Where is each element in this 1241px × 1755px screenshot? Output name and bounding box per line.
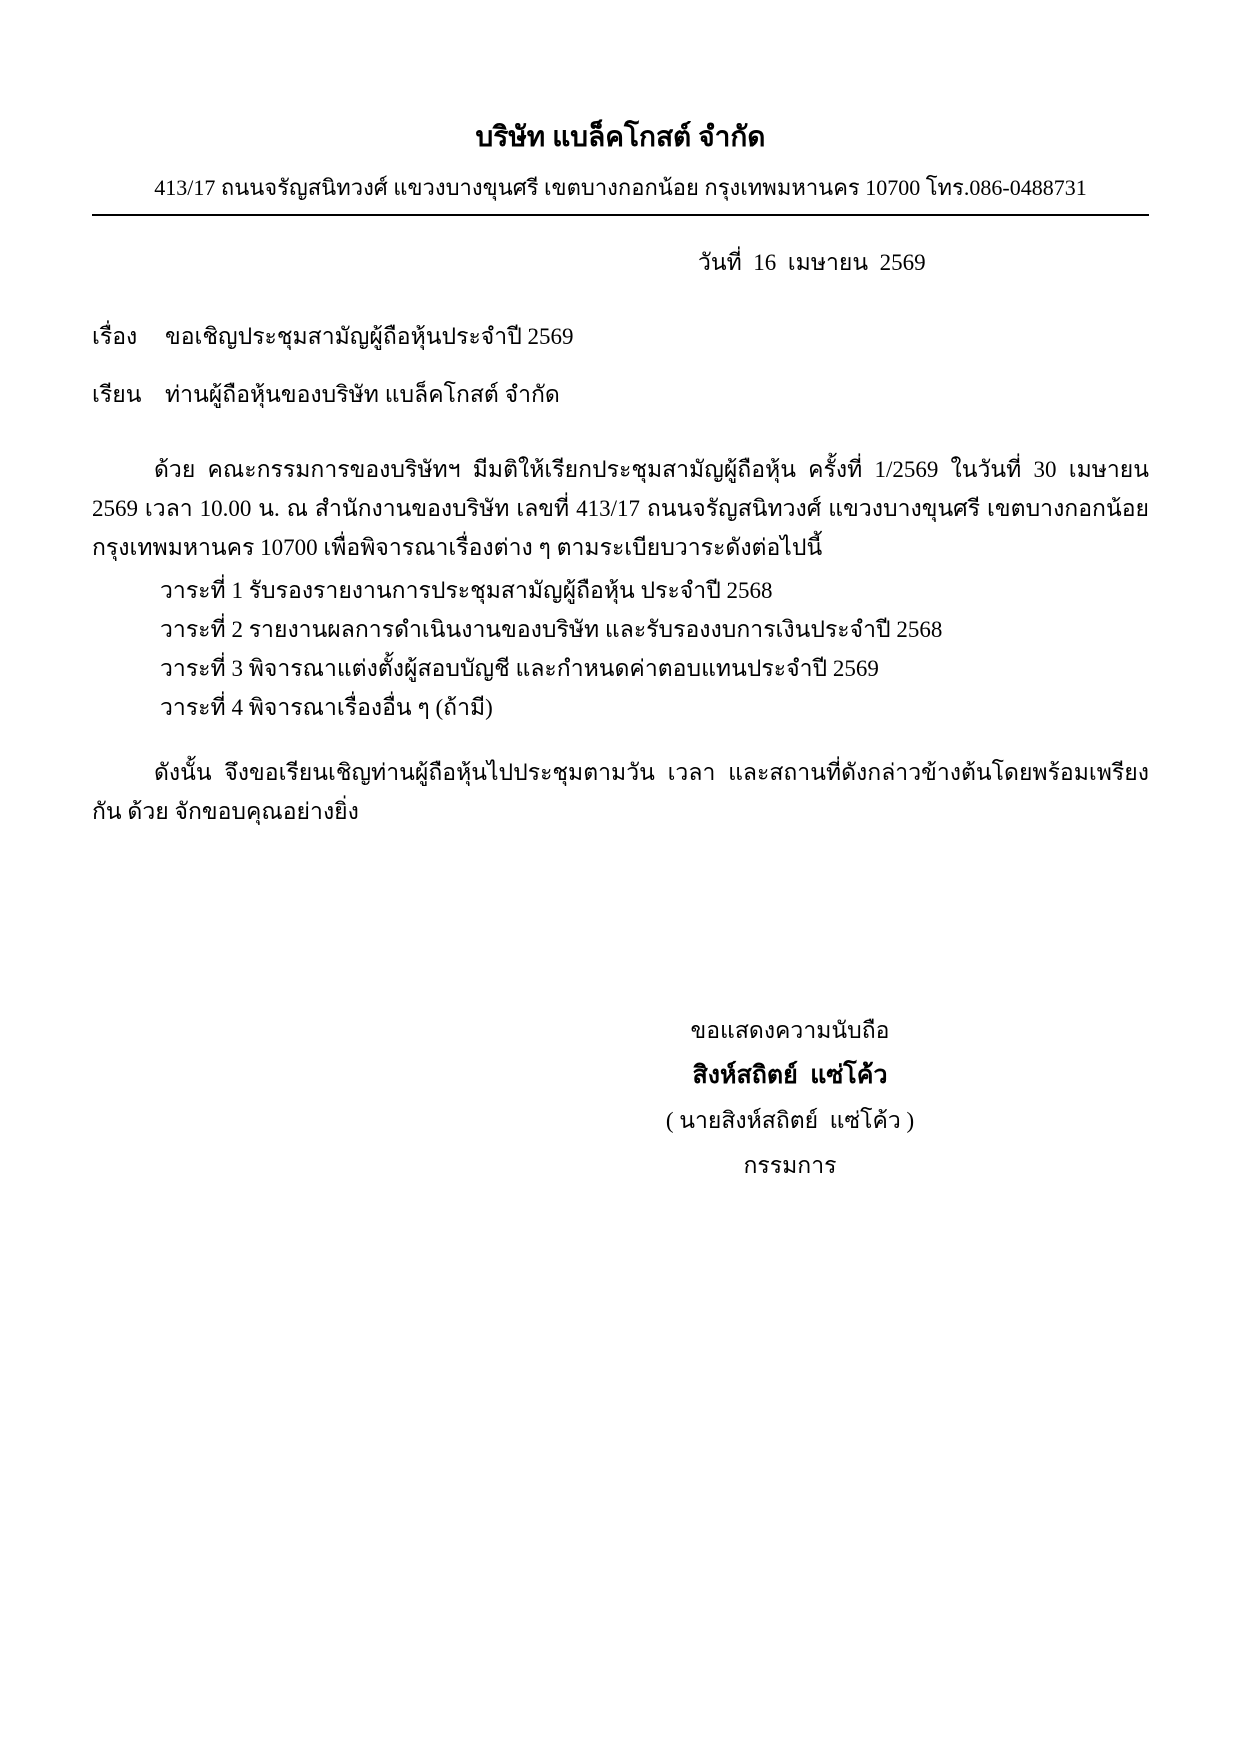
signer-name: สิงห์สถิตย์ แซ่โค้ว xyxy=(692,1062,888,1089)
agenda-item-2: วาระที่ 2 รายงานผลการดำเนินงานของบริษัท และรับรองงบการเงินประจำปี 2568 xyxy=(160,617,943,642)
subject-text: ขอเชิญประชุมสามัญผู้ถือหุ้นประจำปี 2569 xyxy=(165,324,574,349)
agenda-item-4: วาระที่ 4 พิจารณาเรื่องอื่น ๆ (ถ้ามี) xyxy=(160,695,493,720)
signer-title: กรรมการ xyxy=(743,1153,837,1178)
subject-label: เรื่อง xyxy=(92,324,138,349)
date-line: วันที่ 16 เมษายน 2569 xyxy=(698,250,926,275)
recipient-text: ท่านผู้ถือหุ้นของบริษัท แบล็คโกสต์ จำกัด xyxy=(165,382,560,407)
letter-content xyxy=(0,0,1241,831)
company-name: บริษัท แบล็คโกสต์ จำกัด xyxy=(475,122,766,153)
agenda-item-1: วาระที่ 1 รับรองรายงานการประชุมสามัญผู้ถือหุ้น ประจำปี 2568 xyxy=(160,578,773,603)
signature-block xyxy=(540,1008,1040,1188)
header-divider xyxy=(92,214,1149,216)
closing-paragraph: ดังนั้น จึงขอเรียนเชิญท่านผู้ถือหุ้นไปประชุมตามวัน เวลา และสถานที่ดังกล่าวข้างต้นโดยพร้อมเพรียงกัน ด้วย จักขอบคุณอย่างยิ่ง xyxy=(92,760,1149,824)
subject-row xyxy=(92,320,1149,354)
body-paragraph: ด้วย คณะกรรมการของบริษัทฯ มีมติให้เรียกประชุมสามัญผู้ถือหุ้น ครั้งที่ 1/2569 ในวันที่ 30 เมษายน 2569 เวลา 10.00 น. ณ สำนักงานของบริษัท เลขที่ 413/17 ถนนจรัญสนิทวงศ์ แขวงบางขุนศรี เขตบางกอกน้อย กรุงเทพมหานคร 10700 เพื่อพิจารณาเรื่องต่าง ๆ ตามระเบียบวาระดังต่อไปนี้ xyxy=(92,457,1149,560)
signer-name-parenthesized: ( นายสิงห์สถิตย์ แซ่โค้ว ) xyxy=(665,1108,915,1133)
agenda-item-3: วาระที่ 3 พิจารณาแต่งตั้งผู้สอบบัญชี และกำหนดค่าตอบแทนประจำปี 2569 xyxy=(160,656,879,681)
recipient-row xyxy=(92,378,1149,412)
complimentary-close: ขอแสดงความนับถือ xyxy=(690,1018,890,1043)
recipient-label: เรียน xyxy=(92,382,142,407)
agenda-list xyxy=(160,571,1149,727)
company-address: 413/17 ถนนจรัญสนิทวงศ์ แขวงบางขุนศรี เขตบางกอกน้อย กรุงเทพมหานคร 10700 โทร.086-0488731 xyxy=(154,175,1087,200)
